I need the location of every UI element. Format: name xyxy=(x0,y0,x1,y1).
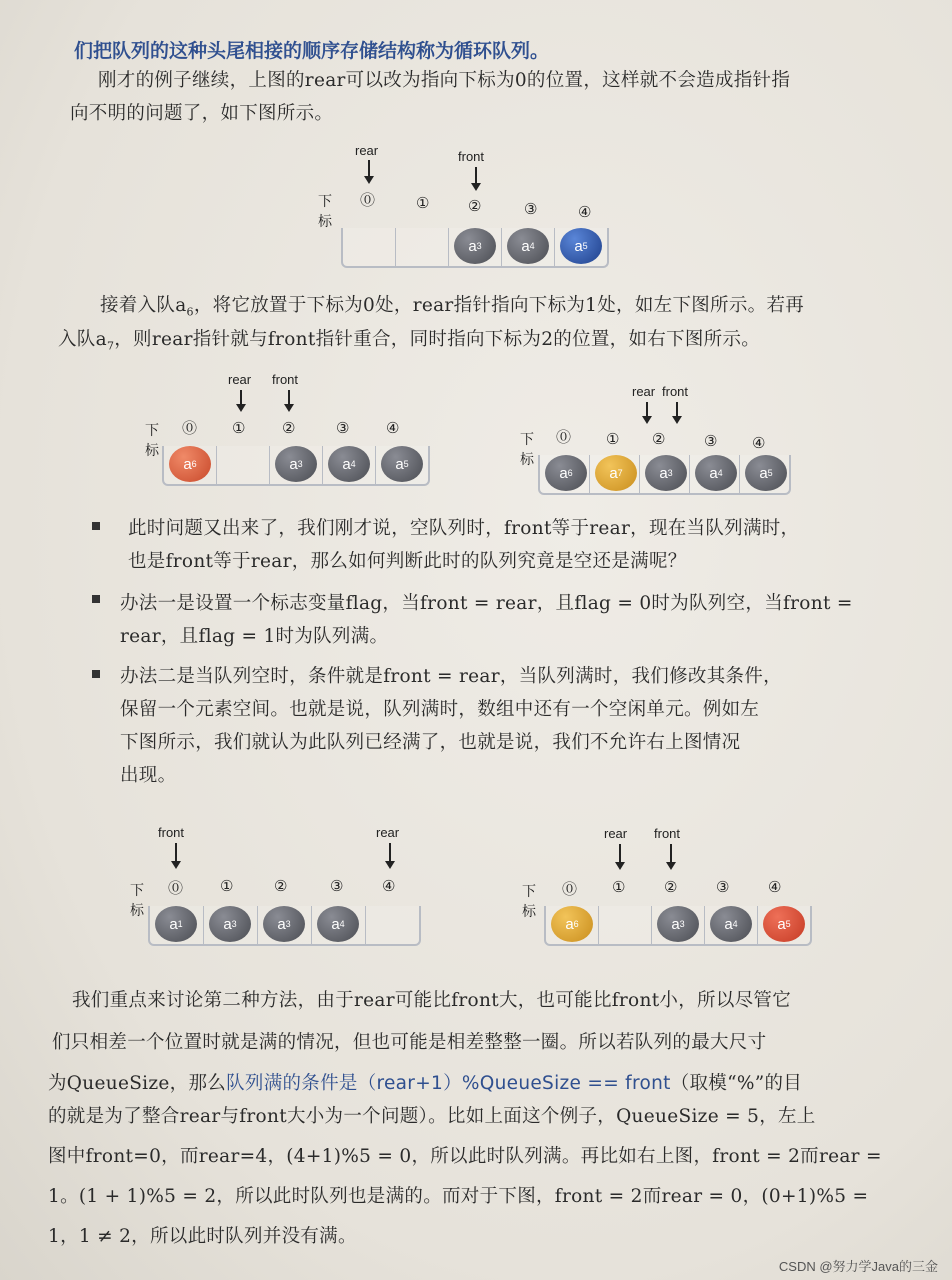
front-arrow xyxy=(475,167,477,189)
index-3: ③ xyxy=(336,420,350,437)
queue-cell xyxy=(323,446,376,484)
paragraph-3-line-4: 的就是为了整合rear与front大小为一个问题）。比如上面这个例子，QueueSize = 5，左上 xyxy=(48,1106,816,1127)
index-0: ⓪ xyxy=(556,429,572,446)
queue-cell xyxy=(366,906,419,944)
index-2: ② xyxy=(274,878,288,895)
queue-cell xyxy=(546,906,599,944)
element-ball: a 6 xyxy=(169,446,211,482)
rear-arrow xyxy=(646,402,648,422)
index-2: ② xyxy=(652,431,666,448)
queue-cell xyxy=(258,906,312,944)
paragraph-3-line-7: 1，1 ≠ 2，所以此时队列并没有满。 xyxy=(48,1226,357,1247)
index-0: ⓪ xyxy=(562,881,578,898)
element-ball: a 4 xyxy=(710,906,752,942)
queue-cell xyxy=(652,906,705,944)
front-label: front xyxy=(158,825,185,840)
paragraph-1-cont: 向不明的问题了，如下图所示。 xyxy=(70,103,334,124)
bullet-marker xyxy=(92,522,100,530)
watermark: CSDN @努力学Java的三金 xyxy=(778,1259,938,1274)
queue-cell xyxy=(555,228,607,266)
queue-array xyxy=(538,455,791,495)
front-arrow xyxy=(670,844,672,868)
index-1: ① xyxy=(606,431,620,448)
rear-arrow xyxy=(619,844,621,868)
front-label: front xyxy=(272,372,299,387)
bullet-3: 办法二是当队列空时，条件就是front = rear，当队列满时，我们修改其条件， 保留一个元素空间。也就是说，队列满时，数组中还有一个空闲单元。例如左 下图所示，我们就认为此队列已经满了，也就是说，我们不允许右上图情况 出现。 xyxy=(120,666,782,786)
queue-cell xyxy=(449,228,502,266)
index-0: ⓪ xyxy=(168,880,184,897)
subscript-label: 下标 xyxy=(520,431,534,467)
subscript-label: 下标 xyxy=(318,193,332,229)
paragraph-3-line-2: 们只相差一个位置时就是满的情况，但也可能是相差整整一圈。所以若队列的最大尺寸 xyxy=(52,1032,767,1053)
queue-array xyxy=(544,906,812,946)
paragraph-3-line-5: 图中front=0，而rear=4，(4+1)%5 = 0，所以此时队列满。再比如右上图，front = 2而rear = xyxy=(48,1146,882,1167)
paragraph-3-line-1: 我们重点来讨论第二种方法，由于rear可能比front大，也可能比front小，所以尽管它 xyxy=(72,990,792,1011)
index-4: ④ xyxy=(386,420,400,437)
element-ball: a 4 xyxy=(695,455,737,491)
queue-cell xyxy=(312,906,366,944)
index-4: ④ xyxy=(752,435,766,452)
subscript-label: 下标 xyxy=(145,422,159,458)
element-ball: a 3 xyxy=(645,455,687,491)
element-ball: a 3 xyxy=(657,906,699,942)
element-ball: a 3 xyxy=(454,228,496,264)
rear-label: rear xyxy=(604,826,628,841)
queue-cell xyxy=(640,455,690,493)
queue-array xyxy=(162,446,430,486)
element-ball: a 5 xyxy=(560,228,602,264)
section-heading: 们把队列的这种头尾相接的顺序存储结构称为循环队列。 xyxy=(74,40,550,62)
rear-label: rear xyxy=(376,825,400,840)
index-3: ③ xyxy=(330,878,344,895)
element-ball: a 5 xyxy=(745,455,787,491)
rear-arrow xyxy=(240,390,242,410)
index-2: ② xyxy=(468,198,482,215)
queue-cell xyxy=(690,455,740,493)
front-label: front xyxy=(662,384,689,399)
paragraph-2: 接着入队$a_6$，将它放置于下标为0处，rear指针指向下标为1处，如左下图所示。若再 xyxy=(100,295,805,319)
subscript-label: 下标 xyxy=(130,882,144,918)
rear-label: rear xyxy=(355,143,379,158)
index-1: ① xyxy=(612,879,626,896)
index-1: ① xyxy=(416,195,430,212)
queue-cell xyxy=(343,228,396,266)
element-ball: a 7 xyxy=(595,455,637,491)
index-0: ⓪ xyxy=(360,192,376,209)
element-ball: a 4 xyxy=(507,228,549,264)
element-ball: a 3 xyxy=(263,906,305,942)
queue-cell xyxy=(217,446,270,484)
bullet-marker xyxy=(92,595,100,603)
front-arrow xyxy=(676,402,678,422)
index-4: ④ xyxy=(768,879,782,896)
index-1: ① xyxy=(232,420,246,437)
front-label: front xyxy=(654,826,681,841)
index-3: ③ xyxy=(524,201,538,218)
index-4: ④ xyxy=(578,204,592,221)
paragraph-3-line-6: 1。(1 + 1)%5 = 2，所以此时队列也是满的。而对于下图，front = 2而rear = 0，(0+1)%5 = xyxy=(48,1186,869,1207)
element-ball: a 4 xyxy=(317,906,359,942)
queue-cell xyxy=(740,455,789,493)
index-2: ② xyxy=(664,879,678,896)
rear-arrow xyxy=(368,160,370,182)
subscript-label: 下标 xyxy=(522,883,536,919)
index-4: ④ xyxy=(382,878,396,895)
paragraph-2-cont: 入队$a_7$，则rear指针就与front指针重合，同时指向下标为2的位置，如右下图所示。 xyxy=(58,329,761,353)
index-3: ③ xyxy=(704,433,718,450)
element-ball: a 6 xyxy=(551,906,593,942)
bullet-2: 办法一是设置一个标志变量flag，当front = rear，且flag = 0时为队列空，当front = rear，且flag = 1时为队列满。 xyxy=(120,593,853,647)
front-arrow xyxy=(288,390,290,410)
element-ball: a 3 xyxy=(209,906,251,942)
index-0: ⓪ xyxy=(182,420,198,437)
element-ball: a 3 xyxy=(275,446,317,482)
queue-cell xyxy=(590,455,640,493)
front-arrow xyxy=(175,843,177,867)
bullet-1: 此时问题又出来了，我们刚才说，空队列时，front等于rear，现在当队列满时， 也是front等于rear，那么如何判断此时的队列究竟是空还是满呢？ xyxy=(128,518,800,572)
queue-cell xyxy=(705,906,758,944)
rear-arrow xyxy=(389,843,391,867)
queue-cell xyxy=(599,906,652,944)
element-ball: a 5 xyxy=(763,906,805,942)
element-ball: a 4 xyxy=(328,446,370,482)
queue-cell xyxy=(376,446,428,484)
bullet-marker xyxy=(92,670,100,678)
queue-array xyxy=(341,228,609,268)
index-2: ② xyxy=(282,420,296,437)
queue-full-condition: 队列满的条件是（rear+1）%QueueSize == front xyxy=(226,1073,671,1094)
index-3: ③ xyxy=(716,879,730,896)
rear-label: rear xyxy=(228,372,252,387)
queue-array xyxy=(148,906,421,946)
element-ball: a 1 xyxy=(155,906,197,942)
queue-cell xyxy=(270,446,323,484)
element-ball: a 6 xyxy=(545,455,587,491)
queue-cell xyxy=(758,906,810,944)
queue-cell xyxy=(502,228,555,266)
rear-label: rear xyxy=(632,384,656,399)
front-label: front xyxy=(458,149,485,164)
index-1: ① xyxy=(220,878,234,895)
queue-cell xyxy=(396,228,449,266)
paragraph-1: 刚才的例子继续，上图的rear可以改为指向下标为0的位置，这样就不会造成指针指 xyxy=(98,70,791,91)
element-ball: a 5 xyxy=(381,446,423,482)
queue-cell xyxy=(540,455,590,493)
paragraph-3-line-3: 为QueueSize，那么队列满的条件是（rear+1）%QueueSize == front（取模“%”的目 xyxy=(48,1073,803,1094)
queue-cell xyxy=(164,446,217,484)
queue-cell xyxy=(150,906,204,944)
queue-cell xyxy=(204,906,258,944)
